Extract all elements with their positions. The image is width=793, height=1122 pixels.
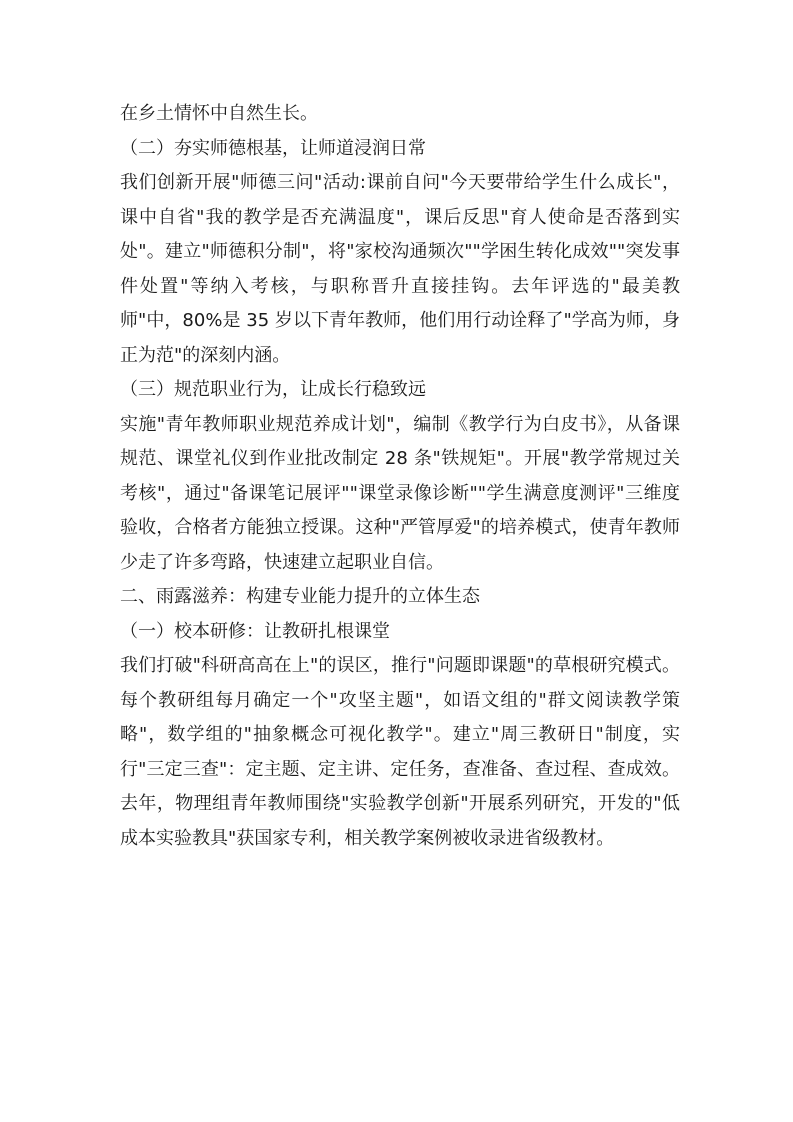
- section-heading-2: （二）夯实师德根基，让师道浸润日常: [120, 137, 426, 159]
- paragraph-research: 我们打破"科研高高在上"的误区，推行"问题即课题"的草根研究模式。每个教研组每月确定一个"攻坚主题"，如语文组的"群文阅读教学策略"，数学组的"抽象概念可视化教学"。建立"周三教研日"制度，实行"三定三查"：定主题、定主讲、定任务，查准备、查过程、查成效。去年，物理组青年教师围绕"实验教学创新"开展系列研究，开发的"低成本实验教具"获国家专利，相关教学案例被收录进省级教材。: [120, 655, 680, 849]
- paragraph-ethics: 我们创新开展"师德三问"活动:课前自问"今天要带给学生什么成长"，课中自省"我的教学是否充满温度"，课后反思"育人使命是否落到实处"。建立"师德积分制"，将"家校沟通频次""学困生转化成效""突发事件处置"等纳入考核，与职称晋升直接挂钩。去年评选的"最美教师"中，80%是 35 岁以下青年教师，他们用行动诠释了"学高为师，身正为范"的深刻内涵。: [120, 172, 680, 366]
- section-heading-3: （三）规范职业行为，让成长行稳致远: [120, 379, 426, 400]
- section-heading-2-1: （一）校本研修：让教研扎根课堂: [120, 620, 390, 642]
- paragraph-continuation: 在乡土情怀中自然生长。: [120, 103, 318, 124]
- paragraph-conduct: 实施"青年教师职业规范养成计划"，编制《教学行为白皮书》，从备课规范、课堂礼仪到作业批改制定 28 条"铁规矩"。开展"教学常规过关考核"，通过"备课笔记展评""课堂录像诊断""学生满意度测评"三维度验收，合格者方能独立授课。这种"严管厚爱"的培养模式，使青年教师少走了许多弯路，快速建立起职业自信。: [120, 413, 680, 573]
- document-body: [120, 97, 680, 856]
- chapter-heading-2: 二、雨露滋养：构建专业能力提升的立体生态: [120, 586, 480, 607]
